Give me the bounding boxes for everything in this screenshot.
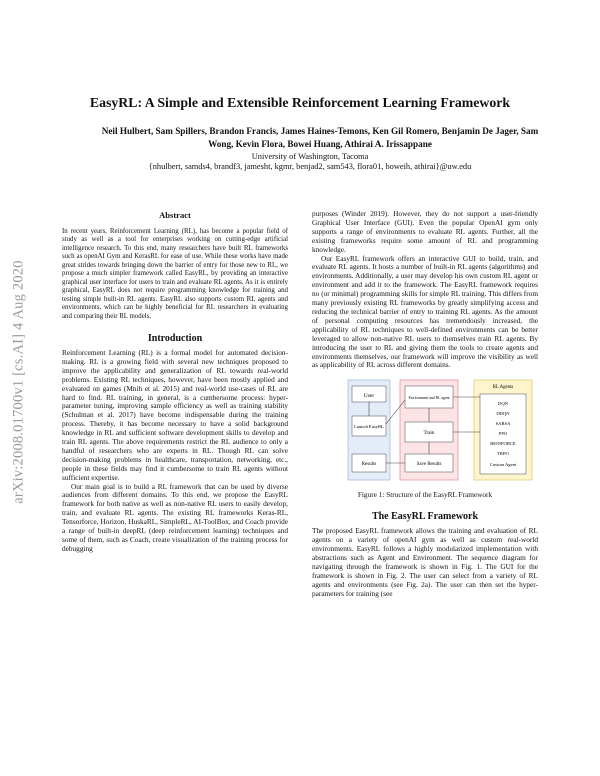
abstract-heading: Abstract	[159, 210, 191, 220]
author-list: Neil Hulbert, Sam Spillers, Brandon Francis, James Haines-Temons, Ken Gil Romero, Benjamin De Jager, Sam Wong, Kevin Flora, Bowei Huang, Athirai A. Irissappane	[101, 126, 539, 149]
agent-item: REINFORCE	[490, 441, 516, 447]
affiliation: University of Washington, Tacoma	[251, 152, 369, 161]
agent-item: SARSA	[495, 421, 511, 427]
agent-item: DDQN	[496, 411, 510, 417]
right-paragraph-2: Our EasyRL framework offers an interactive GUI to build, train, and evaluate RL agents. It hosts a number of built-in RL agents (algorithms) and environments. Additionally, a user may develop his own custom RL agent or environment and add it to the framework. The EasyRL framework requires no (or minimal) programming skills for simple RL training. This differs from many previously existing RL frameworks by greatly simplifying access and reducing the technical barrier of entry to training RL agents. As the amount of personal computing resources has tremendously increased, the applicability of RL techniques to well-defined environments can be better leveraged to allow non-native RL users to themselves train RL agents. By introducing the user to RL and giving them the tools to create agents and environments themselves, our framework will improve the visibility as well as applicability of RL across different domains.	[312, 253, 538, 370]
author-emails: {nhulbert, samds4, brandf3, jamesht, kgmr, benjad2, sam543, flora01, boweih, athirai}@uw.edu	[148, 162, 472, 171]
structure-diagram	[312, 378, 538, 482]
agents-lane-label: RL Agents	[492, 385, 514, 391]
arxiv-stamp-text: arXiv:2008.01700v1 [cs.AI] 4 Aug 2020	[10, 260, 27, 504]
right-column	[312, 210, 538, 599]
arxiv-stamp	[2, 182, 36, 582]
easyrl-heading: The EasyRL Framework	[371, 511, 479, 523]
figure-1	[312, 378, 538, 482]
paper-title: EasyRL: A Simple and Extensible Reinforcement Learning Framework	[89, 95, 511, 110]
introduction-paragraph-2: Our main goal is to build a RL framework that can be used by diverse audiences from different domains. To this end, we propose the EasyRL framework for both native as well as non-native RL users to easily develop, train, and evaluate RL agents. The existing RL frameworks Keras-RL, Tensorforce, Horizon, HuskaRL, SimpleRL, AI-ToolBox, and Coach provide a range of built-in deepRL (deep reinforcement learning) techniques and some of them, such as Coach, create visualization of the training process for debugging	[62, 481, 288, 553]
agent-item: TRPO	[497, 451, 509, 457]
agent-item: PPO	[498, 431, 508, 437]
save-box-label: Save Results	[416, 462, 442, 468]
user-box-label: User	[363, 393, 375, 400]
agent-item: Custom Agent	[489, 462, 517, 468]
abstract-text: In recent years, Reinforcement Learning (RL), has become a popular field of study as well as a tool for enterprises working on cutting-edge artificial intelligence research. To this end, many researchers have built RL frameworks such as openAI Gym and KerasRL for ease of use. While these works have made great strides towards bringing down the barrier of entry for those new to RL, we propose a much simpler framework called EasyRL, by providing an interactive graphical user interface for users to train and evaluate RL agents. As it is entirely graphical, EasyRL does not require programming knowledge for training and testing simple built-in RL agents. EasyRL also supports custom RL agents and environments, which can be highly beneficial for RL researchers in evaluating and comparing their RL models.	[62, 228, 288, 320]
environment-box-label: Environment and RL agent	[408, 396, 450, 401]
affiliation-block	[100, 152, 520, 172]
figure-1-caption: Figure 1: Structure of the EasyRL Framework	[357, 490, 493, 500]
left-column	[62, 210, 288, 554]
agent-item: DQN	[498, 401, 508, 407]
train-box-label: Train	[423, 431, 435, 437]
introduction-paragraph-1: Reinforcement Learning (RL) is a formal model for automated decision-making. RL is a growing field with several new techniques proposed to improve the applicability and generalization of RL towards real-world problems. Existing RL techniques, however, have been mostly applied and evaluated on games (Mnih et al. 2015) and real-world use-cases of RL are hard to find. RL training, in general, is a cumbersome process: hyper-parameter tuning, improving sample efficiency as well as training stability (Schulman et al. 2017) have become indispensable during the training process. Thereby, it has become necessary to have a solid background knowledge in RL and sufficient software development skills to develop and train RL agents. The above requirements restrict the RL audience to only a handful of researchers who are experts in RL. Though RL can solve decision-making problems in healthcare, transportation, networking, etc., people in these fields may find it cumbersome to train RL agents without sufficient expertise.	[62, 347, 288, 482]
launch-box-label: Launch EasyRL	[354, 424, 384, 430]
right-paragraph-1: purposes (Winder 2019). However, they do not support a user-friendly Graphical User Interface (GUI). Even the popular OpenAI gym only supports a range of environments to evaluate RL agents. Further, all the existing frameworks require some amount of RL and programming knowledge.	[312, 209, 538, 254]
results-box-label: Results	[361, 462, 377, 468]
introduction-heading: Introduction	[147, 332, 203, 344]
easyrl-paragraph-1: The proposed EasyRL framework allows the training and evaluation of RL agents on a variety of openAI gym as well as custom real-world environments. EasyRL follows a highly modularized implementation with abstractions such as Agent and Environment. The sequence diagram for navigating through the framework is shown in Fig. 1. The GUI for the framework is shown in Fig. 2. The user can select from a variety of RL agents and environments (see Fig. 2a). The user can then set the hyper-parameters for training (see	[312, 526, 538, 598]
